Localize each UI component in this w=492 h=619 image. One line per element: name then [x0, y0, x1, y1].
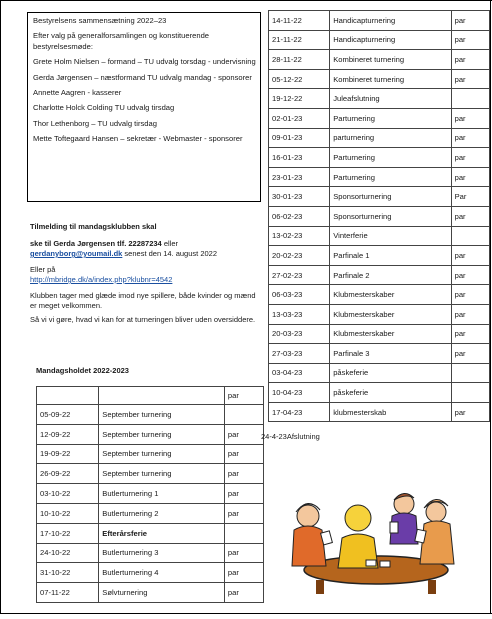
player-right-back — [390, 493, 418, 544]
table-row — [269, 69, 490, 89]
table-row — [269, 187, 490, 207]
par-cell: par — [451, 50, 489, 70]
card-players-illustration — [286, 482, 466, 594]
welcome-text: Klubben tager med glæde imod nye spillere, både kvinder og mænd er meget velkommen. — [30, 291, 256, 310]
event-cell: Handicapturnering — [330, 11, 451, 31]
par-cell: par — [451, 69, 489, 89]
event-cell: Handicapturnering — [330, 30, 451, 50]
signup-or: Eller på — [30, 265, 56, 274]
date-cell: 31-10-22 — [37, 563, 99, 583]
date-cell: 14-11-22 — [269, 11, 330, 31]
closing-text: Så vi vi gøre, hvad vi kan for at turneringen bliver uden oversiddere. — [30, 315, 256, 324]
par-cell: par — [451, 108, 489, 128]
event-cell: Sponsorturnering — [330, 206, 451, 226]
right-border — [490, 0, 491, 613]
par-cell: par — [451, 11, 489, 31]
event-cell: Parfinale 3 — [330, 344, 451, 364]
board-title: Bestyrelsens sammensætning 2022–23 — [33, 16, 167, 25]
date-cell: 03-04-23 — [269, 363, 330, 383]
event-cell: September turnering — [99, 424, 225, 444]
event-cell: Butlerturnering 2 — [99, 503, 225, 523]
monday-schedule-table-continued — [268, 10, 490, 422]
event-cell: Parfinale 1 — [330, 246, 451, 266]
par-cell: par — [451, 206, 489, 226]
player-left — [292, 503, 332, 566]
par-cell — [451, 89, 489, 109]
player-center — [338, 505, 378, 568]
date-cell: 17-10-22 — [37, 523, 99, 543]
table-row — [37, 503, 264, 523]
table-row — [37, 444, 264, 464]
table-row — [269, 108, 490, 128]
event-cell: September turnering — [99, 444, 225, 464]
date-cell: 17-04-23 — [269, 402, 330, 422]
signup-contact: ske til Gerda Jørgensen tlf. 22287234 — [30, 239, 162, 248]
event-cell: Sponsorturnering — [330, 187, 451, 207]
date-cell: 13-03-23 — [269, 304, 330, 324]
table-row — [269, 285, 490, 305]
par-cell: par — [451, 324, 489, 344]
top-border — [0, 0, 492, 1]
signup-deadline: senest den 14. august 2022 — [122, 249, 218, 258]
date-cell: 23-01-23 — [269, 167, 330, 187]
event-cell: Efterårsferie — [99, 523, 225, 543]
table-row — [269, 246, 490, 266]
par-cell: Par — [451, 187, 489, 207]
table-row — [269, 344, 490, 364]
event-cell: parturnering — [330, 128, 451, 148]
par-cell: par — [451, 285, 489, 305]
date-cell: 20-03-23 — [269, 324, 330, 344]
date-cell: 06-03-23 — [269, 285, 330, 305]
table-row — [269, 128, 490, 148]
event-cell: Kombineret turnering — [330, 50, 451, 70]
table-row — [37, 387, 264, 405]
date-cell: 30-01-23 — [269, 187, 330, 207]
table-row — [37, 583, 264, 603]
event-cell: påskeferie — [330, 383, 451, 403]
table-row — [37, 464, 264, 484]
date-cell: 19-09-22 — [37, 444, 99, 464]
par-cell — [451, 226, 489, 246]
date-cell: 12-09-22 — [37, 424, 99, 444]
par-cell: par — [224, 484, 263, 504]
date-cell: 03-10-22 — [37, 484, 99, 504]
table-row — [269, 265, 490, 285]
par-cell — [224, 405, 263, 425]
date-cell: 27-03-23 — [269, 344, 330, 364]
table-row — [269, 30, 490, 50]
season-end-note: 24-4-23Afslutning — [261, 432, 320, 441]
table-row — [37, 405, 264, 425]
board-member: Charlotte Holck Colding TU udvalg tirsdag — [33, 103, 175, 113]
event-cell: Parfinale 2 — [330, 265, 451, 285]
par-cell: par — [224, 444, 263, 464]
left-border — [0, 0, 1, 613]
table-row — [269, 363, 490, 383]
event-cell: Juleafslutning — [330, 89, 451, 109]
board-member: Annette Aagren - kasserer — [33, 88, 122, 98]
par-cell: par — [451, 344, 489, 364]
table-row — [37, 563, 264, 583]
event-cell: Butlerturnering 4 — [99, 563, 225, 583]
table-row — [269, 148, 490, 168]
par-cell: par — [451, 246, 489, 266]
event-cell: Klubmesterskaber — [330, 304, 451, 324]
table-row — [269, 167, 490, 187]
date-cell: 27-02-23 — [269, 265, 330, 285]
date-cell: 07-11-22 — [37, 583, 99, 603]
event-cell: Kombineret turnering — [330, 69, 451, 89]
date-cell: 16-01-23 — [269, 148, 330, 168]
par-cell: par — [451, 265, 489, 285]
event-cell: Klubmesterskaber — [330, 324, 451, 344]
par-cell: par — [224, 464, 263, 484]
table-row — [269, 226, 490, 246]
bottom-border — [0, 613, 492, 614]
event-cell: Butlerturnering 3 — [99, 543, 225, 563]
event-cell: September turnering — [99, 405, 225, 425]
board-box — [27, 12, 261, 202]
date-cell: 13-02-23 — [269, 226, 330, 246]
par-cell — [224, 523, 263, 543]
date-cell: 20-02-23 — [269, 246, 330, 266]
table-row — [37, 543, 264, 563]
event-cell: Parturnering — [330, 148, 451, 168]
table-row — [269, 304, 490, 324]
event-cell: klubmesterskab — [330, 402, 451, 422]
table-row — [269, 11, 490, 31]
table-row — [269, 206, 490, 226]
table-row — [269, 324, 490, 344]
board-member: Mette Toftegaard Hansen – sekretær - Webmaster - sponsorer — [33, 134, 243, 144]
date-cell: 09-01-23 — [269, 128, 330, 148]
date-cell: 19-12-22 — [269, 89, 330, 109]
event-cell: Parturnering — [330, 108, 451, 128]
signup-contact-tail: eller — [161, 239, 178, 248]
table-row — [269, 50, 490, 70]
par-cell: par — [224, 563, 263, 583]
par-cell: par — [451, 128, 489, 148]
date-cell: 24-10-22 — [37, 543, 99, 563]
signup-section — [30, 222, 260, 329]
event-cell: Parturnering — [330, 167, 451, 187]
date-cell: 10-04-23 — [269, 383, 330, 403]
date-cell: 10-10-22 — [37, 503, 99, 523]
date-cell: 21-11-22 — [269, 30, 330, 50]
date-cell — [37, 387, 99, 405]
par-cell: par — [451, 30, 489, 50]
table-row — [269, 383, 490, 403]
event-cell: Sølvturnering — [99, 583, 225, 603]
event-cell: Butlerturnering 1 — [99, 484, 225, 504]
board-member: Gerda Jørgensen – næstformand TU udvalg mandag - sponsorer — [33, 72, 252, 82]
table-row — [269, 89, 490, 109]
par-cell: par — [451, 402, 489, 422]
par-cell — [451, 383, 489, 403]
date-cell: 28-11-22 — [269, 50, 330, 70]
board-member: Grete Holm Nielsen – formand – TU udvalg torsdag - undervisning — [33, 57, 256, 67]
event-cell: Vinterferie — [330, 226, 451, 246]
par-cell: par — [451, 167, 489, 187]
table-row — [37, 484, 264, 504]
email-link[interactable]: gerdanyborg@youmail.dk — [30, 249, 123, 258]
event-cell: September turnering — [99, 464, 225, 484]
date-cell: 02-01-23 — [269, 108, 330, 128]
signup-heading: Tilmelding til mandagsklubben skal — [30, 222, 157, 231]
board-intro: Efter valg på generalforsamlingen og konstituerende bestyrelsesmøde: — [33, 31, 210, 51]
event-cell: Klubmesterskaber — [330, 285, 451, 305]
par-cell: par — [451, 148, 489, 168]
par-cell: par — [224, 543, 263, 563]
par-cell: par — [224, 503, 263, 523]
date-cell: 06-02-23 — [269, 206, 330, 226]
monday-title: Mandagsholdet 2022-2023 — [36, 366, 129, 375]
table-row — [37, 523, 264, 543]
club-url-link[interactable]: http://mbridge.dk/a/index.php?klubnr=4542 — [30, 275, 173, 284]
par-cell: par — [224, 387, 263, 405]
par-cell: par — [224, 424, 263, 444]
par-cell — [451, 363, 489, 383]
date-cell: 05-12-22 — [269, 69, 330, 89]
date-cell: 26-09-22 — [37, 464, 99, 484]
board-member: Thor Lethenborg – TU udvalg tirsdag — [33, 118, 157, 128]
event-cell: påskeferie — [330, 363, 451, 383]
date-cell: 05-09-22 — [37, 405, 99, 425]
table-row — [269, 402, 490, 422]
par-cell: par — [224, 583, 263, 603]
monday-schedule-table — [36, 386, 264, 603]
event-cell — [99, 387, 225, 405]
par-cell: par — [451, 304, 489, 324]
table-row — [37, 424, 264, 444]
player-right — [415, 499, 454, 564]
